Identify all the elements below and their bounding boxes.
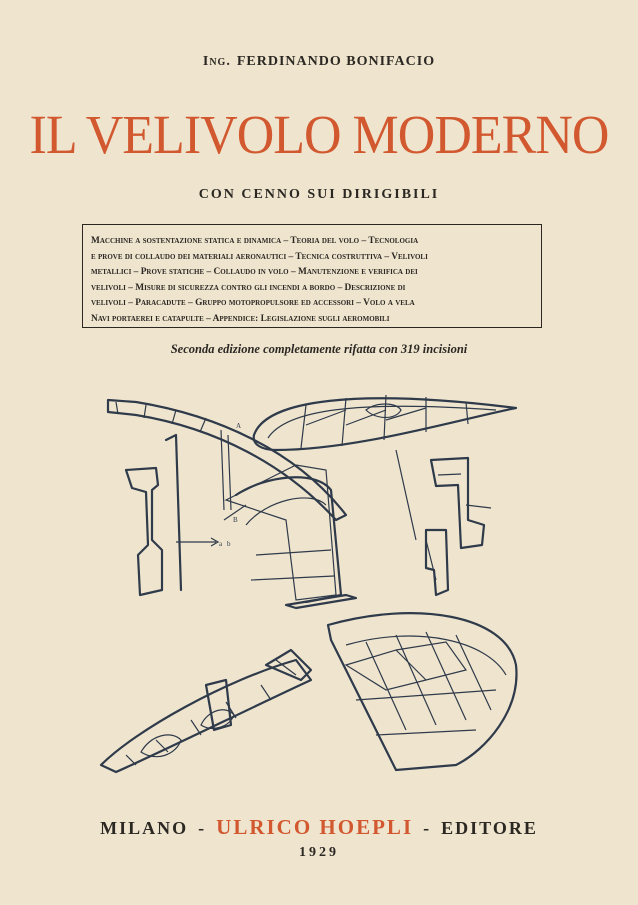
contents-line: velivoli – Misure di sicurezza contro gli incendi a bordo – Descrizione di xyxy=(91,282,406,293)
aircraft-structure-illustration xyxy=(96,380,538,775)
author-prefix: Ing. xyxy=(202,54,231,69)
footer-separator: - xyxy=(198,818,207,838)
book-title: IL VELIVOLO MODERNO xyxy=(29,105,609,166)
publication-year: 1929 xyxy=(299,845,339,860)
drawing-label-small-a: a xyxy=(219,540,223,548)
contents-line: Navi portaerei e catapulte – Appendice: Legislazione sugli aeromobili xyxy=(91,313,390,324)
publisher-city: MILANO xyxy=(100,818,189,838)
joint-bracket-drawing xyxy=(396,450,491,595)
edition-note: Seconda edizione completamente rifatta con 319 incisioni xyxy=(170,342,468,356)
publisher-line xyxy=(0,815,638,840)
contents-line: Macchine a sostentazione statica e dinamica – Teoria del volo – Tecnologia xyxy=(91,236,419,246)
publisher-role: EDITORE xyxy=(441,818,538,838)
fuselage-frame-drawing xyxy=(108,400,356,608)
author-name: FERDINANDO BONIFACIO xyxy=(236,54,436,69)
contents-box xyxy=(82,224,542,328)
drawing-label-b: B xyxy=(233,516,238,524)
wing-rib-drawing xyxy=(254,395,516,450)
contents-line: velivoli – Paracadute – Gruppo motopropulsore ed accessori – Volo a vela xyxy=(91,298,415,308)
drawing-label-a: A xyxy=(236,422,242,430)
wing-structure-drawing xyxy=(328,613,516,770)
author-line xyxy=(0,54,638,70)
hull-frame-drawing xyxy=(101,650,311,772)
footer-separator: - xyxy=(423,818,432,838)
publisher-name: ULRICO HOEPLI xyxy=(216,815,414,839)
contents-line: e prove di collaudo dei materiali aeronautici – Tecnica costruttiva – Velivoli xyxy=(91,251,428,262)
book-subtitle: CON CENNO SUI DIRIGIBILI xyxy=(198,187,440,202)
drawing-label-small-b: b xyxy=(227,540,231,548)
contents-line: metallici – Prove statiche – Collaudo in volo – Manutenzione e verifica dei xyxy=(91,267,418,277)
